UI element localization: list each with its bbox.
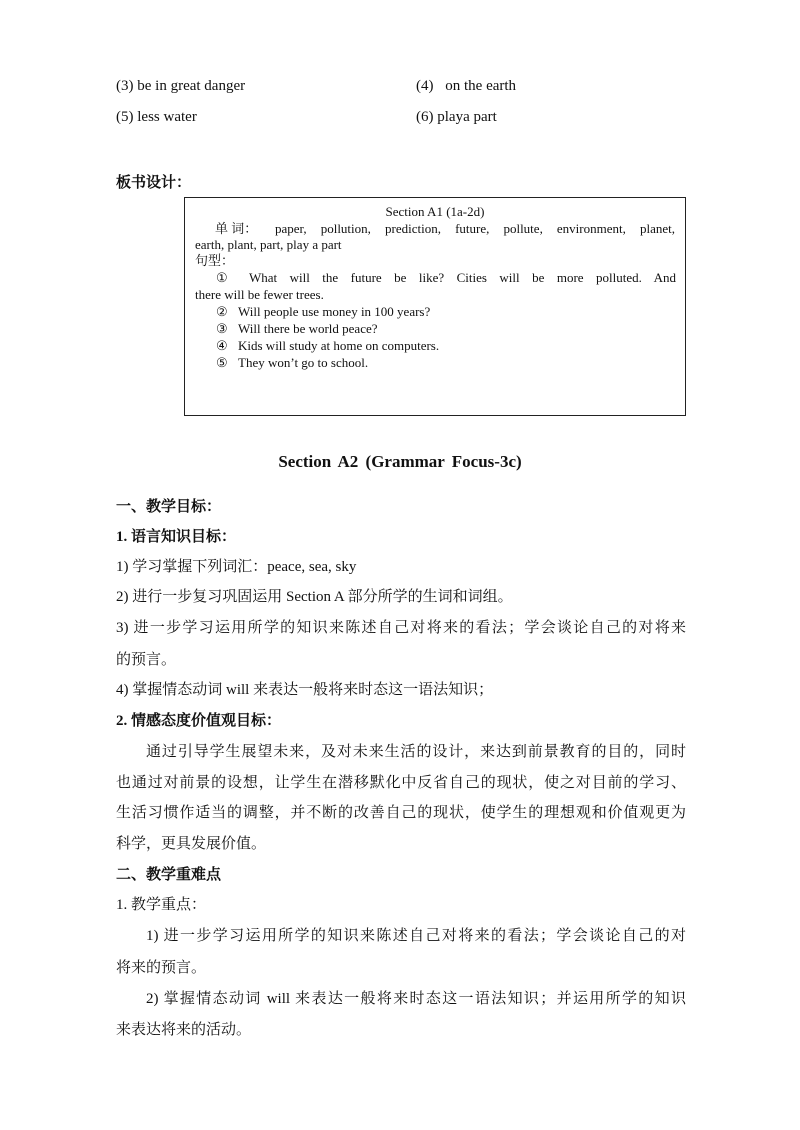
phrase-3 (116, 78, 245, 95)
sentence-text: Kids will study at home on computers. (238, 338, 440, 353)
knowledge-item-2: 2) 进行一步复习巩固运用 Section A 部分所学的生词和词组。 (116, 589, 513, 605)
sentence-mark: ② (216, 304, 228, 319)
knowledge-item-3-line-1: 3) 进一步学习运用所学的知识来陈述自己对将来的看法；学会谈论自己的对将来 (116, 620, 686, 636)
key-point-1-line-1: 1) 进一步学习运用所学的知识来陈述自己对将来的看法；学会谈论自己的对 (146, 928, 686, 944)
phrase-5 (116, 109, 197, 126)
emotion-line-4: 科学，更具发展价值。 (116, 836, 267, 852)
sentence-3 (216, 321, 378, 337)
pattern-label: 句型： (195, 253, 235, 268)
key-point-2-line-2: 来表达将来的活动。 (116, 1022, 252, 1038)
sentence-1-line-2: there will be fewer trees. (195, 287, 324, 302)
phrase-4 (416, 78, 516, 95)
knowledge-heading: 1. 语言知识目标： (116, 529, 237, 545)
vocab-label: 单 词： (215, 221, 258, 236)
phrase-number: (5) (116, 109, 134, 125)
key-point-1-line-2: 将来的预言。 (116, 960, 207, 976)
knowledge-item-3-line-2: 的预言。 (116, 652, 177, 668)
sentence-text: Will there be world peace? (238, 321, 378, 336)
phrase-number: (6) (416, 109, 434, 125)
section-title: Section A2 (Grammar Focus-3c) (278, 452, 522, 471)
sentence-mark: ③ (216, 321, 228, 336)
goals-heading: 一、教学目标： (116, 499, 222, 515)
phrase-number: (3) (116, 78, 134, 94)
box-title: Section A1 (1a-2d) (385, 204, 485, 219)
emotion-line-2: 也通过对前景的设想，让学生在潜移默化中反省自己的现状，使之对目前的学习、 (116, 775, 686, 791)
vocab-line-2: earth, plant, part, play a part (195, 237, 342, 252)
emotion-heading: 2. 情感态度价值观目标： (116, 713, 282, 729)
sentence-4 (216, 338, 439, 354)
phrase-text: on the earth (445, 78, 517, 94)
phrase-6 (416, 109, 497, 126)
sentence-1-mark: ① (216, 270, 228, 285)
sentence-1-line-1: What will the future be like? Cities will be more polluted. And (249, 270, 676, 285)
difficulty-heading: 二、教学重难点 (116, 867, 222, 883)
phrase-text: less water (137, 109, 197, 125)
knowledge-item-1: 1) 学习掌握下列词汇：peace, sea, sky (116, 559, 357, 575)
vocab-line-1: paper, pollution, prediction, future, pollute, environment, planet, (275, 221, 675, 236)
phrase-text: playa part (437, 109, 497, 125)
sentence-mark: ④ (216, 338, 228, 353)
phrase-text: be in great danger (137, 78, 246, 94)
sentence-2 (216, 304, 430, 320)
knowledge-item-4: 4) 掌握情态动词 will 来表达一般将来时态这一语法知识； (116, 682, 494, 698)
key-point-2-line-1: 2) 掌握情态动词 will 来表达一般将来时态这一语法知识；并运用所学的知识 (146, 991, 686, 1007)
phrase-number: (4) (416, 78, 434, 94)
emotion-line-1: 通过引导学生展望未来，及对未来生活的设计，来达到前景教育的目的，同时 (146, 744, 686, 760)
sentence-mark: ⑤ (216, 355, 228, 370)
sentence-5 (216, 355, 368, 371)
sentence-text: They won’t go to school. (238, 355, 369, 370)
board-box (184, 197, 686, 416)
key-points-heading: 1. 教学重点： (116, 897, 207, 913)
sentence-text: Will people use money in 100 years? (238, 304, 431, 319)
board-heading: 板书设计： (116, 175, 192, 191)
emotion-line-3: 生活习惯作适当的调整，并不断的改善自己的现状，使学生的理想观和价值观更为 (116, 805, 686, 821)
